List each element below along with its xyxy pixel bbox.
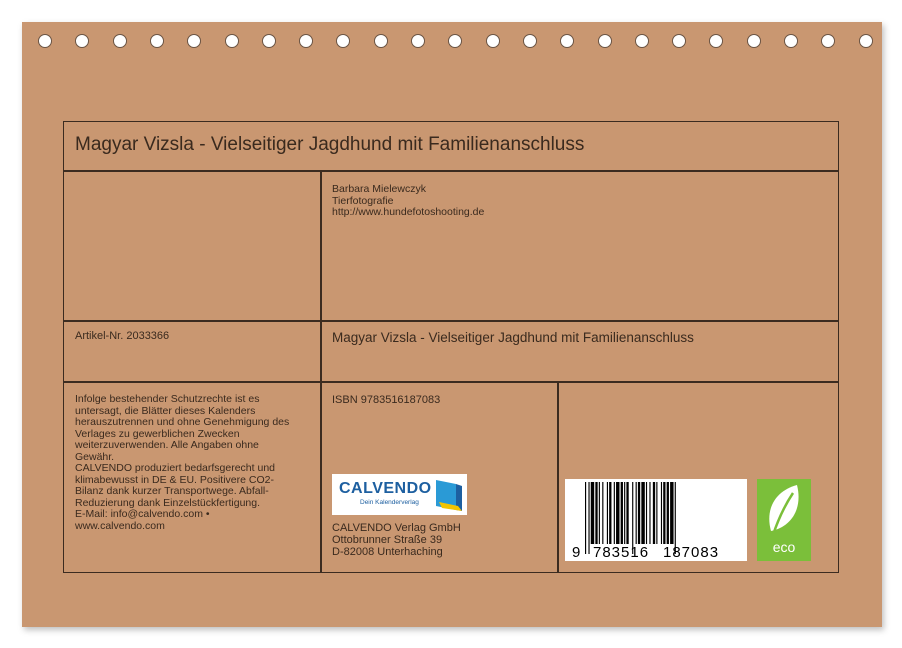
binding-hole — [747, 34, 761, 48]
legal-notice — [75, 394, 289, 532]
legal-line: weiterzuverwenden. Alle Angaben ohne — [75, 439, 259, 451]
leaf-icon — [757, 481, 811, 541]
barcode-bar — [595, 482, 597, 544]
spiral-binding-holes — [0, 0, 902, 40]
binding-hole — [523, 34, 537, 48]
binding-hole — [225, 34, 239, 48]
author-role: Tierfotografie — [332, 194, 394, 207]
divider-title — [63, 170, 839, 172]
legal-line: Reduzierung dank Einzelstückfertigung. — [75, 496, 261, 509]
legal-line: untersagt, die Blätter dieses Kalenders — [75, 404, 256, 417]
calendar-title: Magyar Vizsla - Vielseitiger Jagdhund mit Familienanschluss — [75, 134, 585, 155]
author-name: Barbara Mielewczyk — [332, 183, 426, 195]
isbn: ISBN 9783516187083 — [332, 394, 441, 406]
author-info — [332, 184, 484, 219]
barcode-bar — [609, 482, 611, 544]
calvendo-logo — [332, 474, 467, 515]
publisher-address — [332, 522, 461, 558]
legal-line: www.calvendo.com — [75, 519, 165, 532]
divider-legal — [63, 381, 839, 383]
eco-badge — [757, 479, 811, 561]
legal-line: CALVENDO produziert bedarfsgerecht und — [75, 462, 275, 474]
binding-hole — [150, 34, 164, 48]
vertical-divider-right — [557, 381, 559, 572]
barcode-bar — [649, 482, 650, 544]
binding-hole — [299, 34, 313, 48]
binding-hole — [784, 34, 798, 48]
barcode-bar — [591, 482, 594, 544]
barcode-bar — [621, 482, 623, 544]
barcode-bar — [656, 482, 657, 544]
binding-hole — [672, 34, 686, 48]
barcode — [565, 479, 747, 561]
legal-line: E-Mail: info@calvendo.com • — [75, 508, 210, 520]
legal-line: herauszutrennen und ohne Genehmigung des — [75, 416, 290, 428]
address-line: Ottobrunner Straße 39 — [332, 534, 443, 546]
binding-hole — [411, 34, 425, 48]
article-title: Magyar Vizsla - Vielseitiger Jagdhund mit Familienanschluss — [332, 330, 694, 345]
barcode-bar — [638, 482, 640, 544]
calvendo-logo-name: CALVENDO — [339, 480, 432, 497]
binding-hole — [374, 34, 388, 48]
divider-article — [63, 320, 839, 322]
barcode-bar — [585, 482, 586, 554]
barcode-bar — [607, 482, 608, 544]
barcode-bar — [641, 482, 644, 544]
barcode-bar — [616, 482, 619, 544]
barcode-bar — [667, 482, 669, 544]
vertical-divider-left — [320, 170, 322, 572]
binding-hole — [598, 34, 612, 48]
legal-line: Infolge bestehender Schutzrechte ist es — [75, 393, 260, 405]
barcode-digits-left: 783516 — [593, 544, 650, 561]
binding-hole — [486, 34, 500, 48]
barcode-bar — [663, 482, 665, 544]
barcode-bar — [653, 482, 655, 544]
barcode-bar — [661, 482, 662, 544]
legal-line: Gewähr. — [75, 450, 115, 463]
article-number: Artikel-Nr. 2033366 — [75, 330, 170, 342]
binding-hole — [113, 34, 127, 48]
barcode-bar — [599, 482, 600, 544]
calvendo-book-icon — [434, 478, 464, 512]
binding-hole — [262, 34, 276, 48]
calvendo-logo-tagline: Dein Kalenderverlag — [360, 499, 419, 506]
barcode-bar — [670, 482, 673, 544]
barcode-bar — [646, 482, 647, 544]
legal-line: klimabewusst in DE & EU. Positivere CO2- — [75, 473, 274, 486]
binding-hole — [38, 34, 52, 48]
barcode-bar — [588, 482, 589, 554]
eco-label: eco — [772, 539, 796, 555]
legal-line: Bilanz dank kurzer Transportwege. Abfall- — [75, 485, 269, 497]
address-line: CALVENDO Verlag GmbH — [332, 522, 461, 534]
legal-line: Verlages zu gewerblichen Zwecken — [75, 427, 240, 440]
barcode-bar — [624, 482, 625, 544]
address-line: D-82008 Unterhaching — [332, 546, 443, 558]
barcode-digits-right: 187083 — [663, 544, 720, 561]
author-url: http://www.hundefotoshooting.de — [332, 206, 485, 218]
binding-hole — [635, 34, 649, 48]
binding-hole — [859, 34, 873, 48]
barcode-bar — [626, 482, 628, 544]
barcode-bar — [614, 482, 615, 544]
barcode-bar — [636, 482, 637, 544]
barcode-bar — [602, 482, 603, 544]
barcode-digit-first: 9 — [572, 544, 581, 561]
